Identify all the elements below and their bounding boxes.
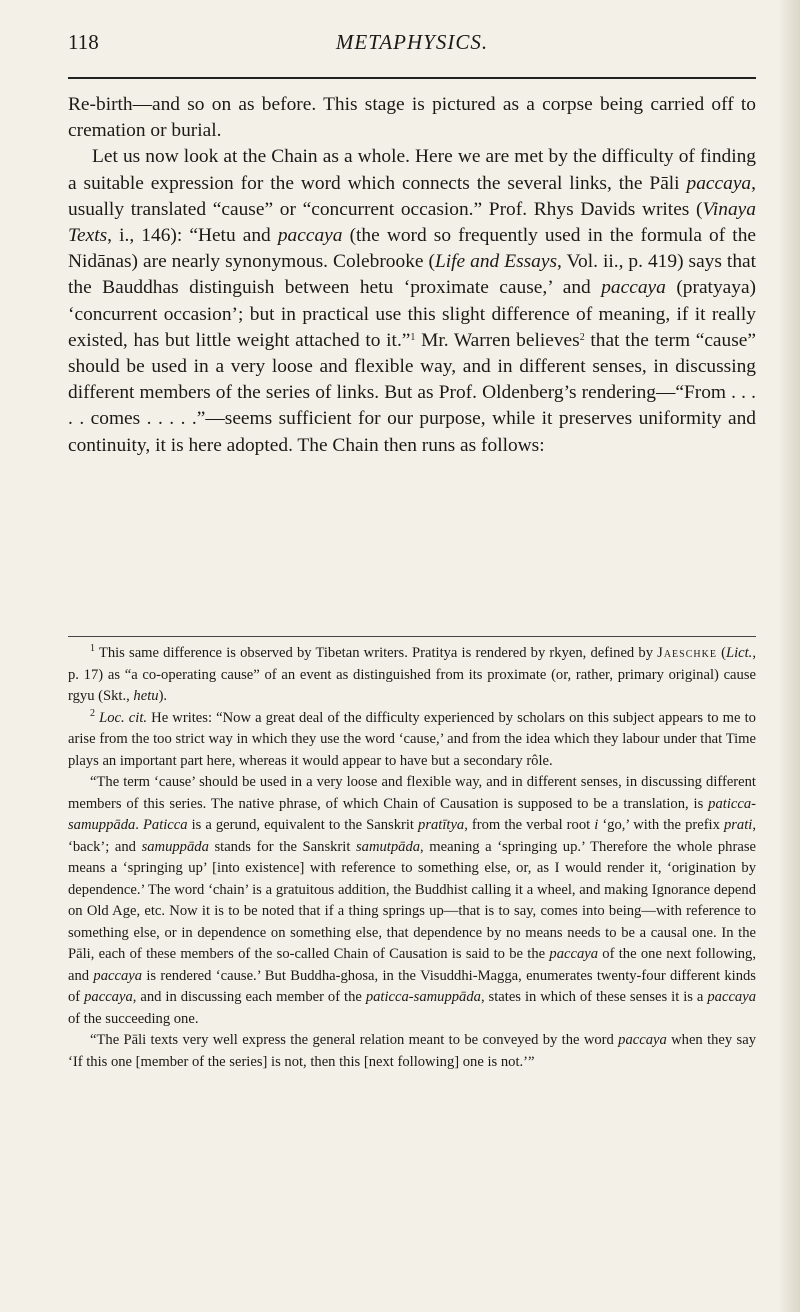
footnote-2: $^2$ Loc. cit. He writes: “Now a great deal of the difficulty experienced by scholars on this subject appears to me to arise from the too strict way in which they use the word ‘cause,’ and from the idea which they labour under that Time plays an important part here, whereas it would appear to have but a secondary rôle. (68, 707, 756, 769)
footnotes (68, 643, 756, 1073)
paragraph-1: Re-birth—and so on as before. This stage is pictured as a corpse being carried off to cremation or burial. (68, 94, 756, 142)
running-title: METAPHYSICS. (335, 30, 489, 54)
page-number: 118 (68, 30, 99, 54)
footnote-2-quote-end: “The Pāli texts very well express the general relation meant to be conveyed by the word paccaya when they say ‘If this one [member of the series] is not, then this [next following] one is not.’” (68, 1032, 756, 1070)
main-text (68, 92, 756, 459)
paragraph-2: Let us now look at the Chain as a whole. Here we are met by the difficulty of finding a suitable expression for the word which connects the several links, the Pāli paccaya, usually translated “cause” or “concurrent occasion.” Prof. Rhys Davids writes (Vinaya Texts, i., 146): “Hetu and paccaya (the word so frequently used in the formula of the Nidānas) are nearly synonymous. Colebrooke (Life and Essays, Vol. ii., p. 419) says that the Bauddhas distinguish between hetu ‘proximate cause,’ and paccaya (pratyaya) ‘concurrent occasion’; but in practical use this slight difference of meaning, if it really existed, has but little weight attached to it.”$^1$ Mr. Warren believes$^2$ that the term “cause” should be used in a very loose and flexible way, and in different senses, in discussing different members of the series of links. But as Prof. Oldenberg’s rendering—“From . . . . . comes . . . . .”—seems sufficient for our purpose, while it preserves uniformity and continuity, it is here adopted. The Chain then runs as follows: (68, 146, 757, 456)
footnote-rule (68, 636, 756, 637)
footnote-2-continued: “The term ‘cause’ should be used in a very loose and flexible way, and in different senses, in discussing different members of this series. The native phrase, of which Chain of Causation is supposed to be a translation, is paticca-samuppāda. Paticca is a gerund, equivalent to the Sanskrit pratītya, from the verbal root i ‘go,’ with the prefix prati, ‘back’; and samuppāda stands for the Sanskrit samutpāda, meaning a ‘springing up.’ Therefore the whole phrase means a ‘springing up’ [into existence] with reference to something else, or, as I would render it, ‘origination by dependence.’ The word ‘chain’ is a gratuitous addition, the Buddhist calling it a wheel, and making Ignorance depend on Old Age, etc. Now it is to be noted that if a thing springs up—that is to say, comes into being—with reference to something else, or in dependence on something else, that dependence by no means needs to be a causal one. In the Pāli, each of these members of the so-called Chain of Causation is said to be the paccaya of the one next following, and paccaya is rendered ‘cause.’ But Buddha-ghosa, in the Visuddhi-Magga, enumerates twenty-four different kinds of paccaya, and in discussing each member of the paticca-samuppāda, states in which of these senses it is a paccaya of the succeeding one. (68, 774, 756, 1027)
header-rule (68, 77, 756, 79)
page-header (68, 30, 756, 60)
page-edge-shadow (778, 0, 800, 1312)
footnote-1: $^1$ This same difference is observed by Tibetan writers. Pratitya is rendered by rkyen, defined by Jaeschke (Lict., p. 17) as “a co-operating cause” of an event as distinguished from its proximate (or, rather, primary original) cause rgyu (Skt., hetu). (68, 643, 756, 704)
footnote-ref-1[interactable]: 1 (410, 331, 416, 343)
footnote-ref-2[interactable]: 2 (579, 331, 585, 343)
